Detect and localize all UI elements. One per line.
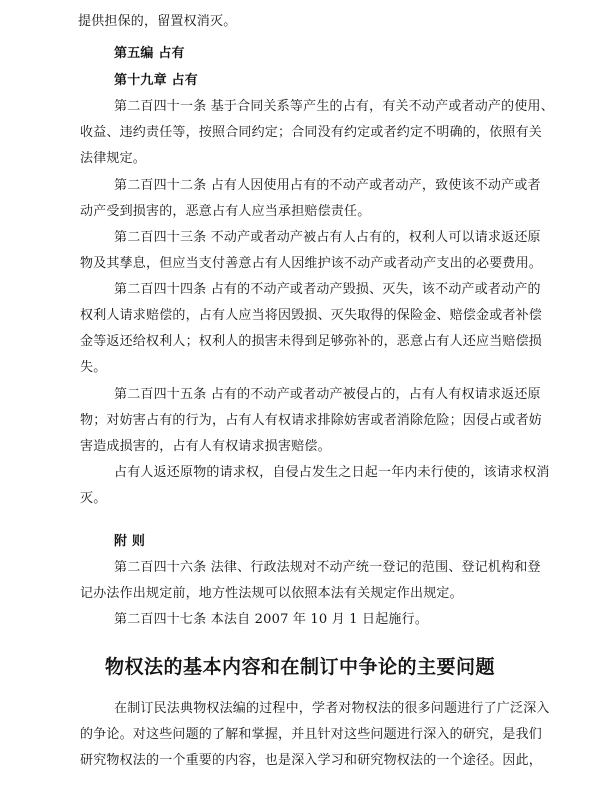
article-241-line-2: 收益、违约责任等，按照合同约定；合同没有约定或者约定不明确的，依照有关 — [80, 125, 543, 140]
part-heading: 第五编 占有 — [114, 46, 185, 61]
intro-line-1: 在制订民法典物权法编的过程中，学者对物权法的很多问题进行了广泛深入 — [114, 701, 550, 716]
article-244-line-3: 金等返还给权利人；权利人的损害未得到足够弥补的，恶意占有人还应当赔偿损 — [80, 334, 543, 349]
article-246-line-1: 第二百四十六条 法律、行政法规对不动产统一登记的范围、登记机构和登 — [114, 560, 541, 575]
intro-line-2: 的争论。对这些问题的了解和掌握，并且针对这些问题进行深入的研究，是我们 — [80, 727, 543, 742]
intro-line-3: 研究物权法的一个重要的内容，也是深入学习和研究物权法的一个途径。因此， — [80, 753, 543, 768]
article-242-line-1: 第二百四十二条 占有人因使用占有的不动产或者动产，致使该不动产或者 — [114, 178, 541, 193]
article-244-line-2: 权利人请求赔偿的，占有人应当将因毁损、灭失取得的保险金、赔偿金或者补偿 — [80, 308, 543, 323]
article-243-line-1: 第二百四十三条 不动产或者动产被占有人占有的，权利人可以请求返还原 — [114, 230, 541, 245]
article-243-line-2: 物及其孳息，但应当支付善意占有人因维护该不动产或者动产支出的必要费用。 — [80, 256, 543, 271]
article-245-para2-line-2: 灭。 — [80, 491, 107, 506]
section-title: 物权法的基本内容和在制订中争论的主要问题 — [104, 656, 495, 678]
article-244-line-1: 第二百四十四条 占有的不动产或者动产毁损、灭失，该不动产或者动产的 — [114, 282, 541, 297]
article-246-line-2: 记办法作出规定前，地方性法规可以依照本法有关规定作出规定。 — [80, 586, 463, 601]
article-241-line-3: 法律规定。 — [80, 151, 147, 166]
article-241-line-1: 第二百四十一条 基于合同关系等产生的占有，有关不动产或者动产的使用、 — [114, 99, 554, 114]
article-245-para2-line-1: 占有人返还原物的请求权，自侵占发生之日起一年内未行使的，该请求权消 — [114, 465, 550, 480]
article-244-line-4: 失。 — [80, 360, 107, 375]
article-245-line-1: 第二百四十五条 占有的不动产或者动产被侵占的，占有人有权请求返还原 — [114, 387, 541, 402]
article-247-line-1: 第二百四十七条 本法自 2007 年 10 月 1 日起施行。 — [114, 612, 429, 627]
supplementary-heading: 附 则 — [114, 534, 146, 549]
continuation-text: 提供担保的，留置权消灭。 — [78, 14, 237, 29]
article-245-line-3: 害造成损害的，占有人有权请求损害赔偿。 — [80, 439, 331, 454]
article-242-line-2: 动产受到损害的，恶意占有人应当承担赔偿责任。 — [80, 204, 371, 219]
article-245-line-2: 物；对妨害占有的行为，占有人有权请求排除妨害或者消除危险；因侵占或者妨 — [80, 413, 543, 428]
chapter-heading: 第十九章 占有 — [114, 73, 198, 88]
